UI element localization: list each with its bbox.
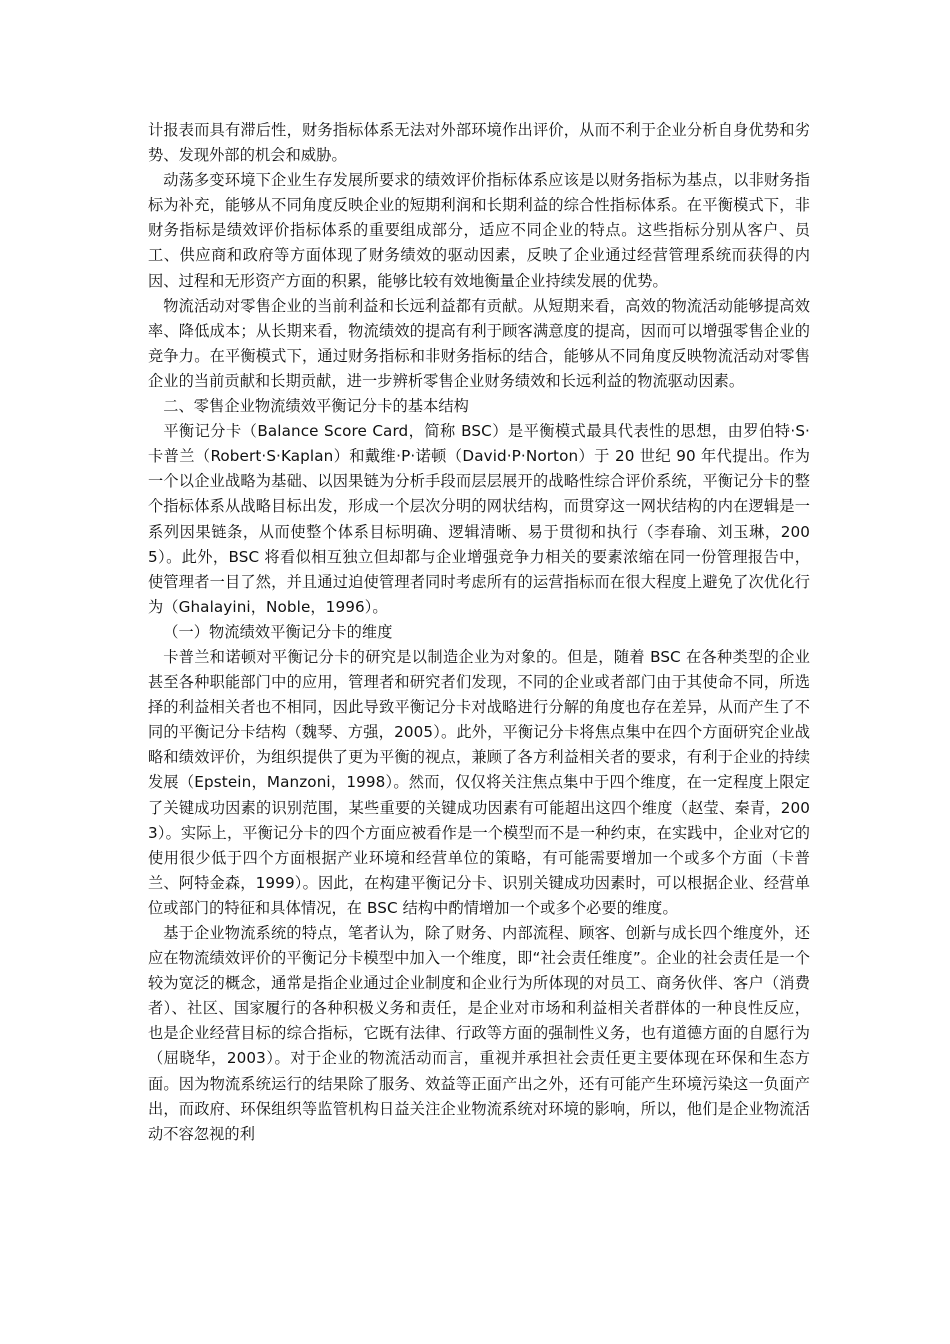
paragraph-evaluation-system: 动荡多变环境下企业生存发展所要求的绩效评价指标体系应该是以财务指标为基点，以非财务指标为补充，能够从不同角度反映企业的短期利润和长期利益的综合性指标体系。在平衡模式下，非财务指标是绩效评价指标体系的重要组成部分，适应不同企业的特点。这些指标分别从客户、员工、供应商和政府等方面体现了财务绩效的驱动因素，反映了企业通过经营管理系统而获得的内因、过程和无形资产方面的积累，能够比较有效地衡量企业持续发展的优势。 xyxy=(148,171,810,290)
subsection-heading-1: （一）物流绩效平衡记分卡的维度 xyxy=(163,622,393,641)
paragraph-continuation: 计报表而具有滞后性，财务指标体系无法对外部环境作出评价，从而不利于企业分析自身优势和劣势、发现外部的机会和威胁。 xyxy=(148,121,810,165)
document-page xyxy=(148,118,810,1147)
paragraph-social-responsibility: 基于企业物流系统的特点，笔者认为，除了财务、内部流程、顾客、创新与成长四个维度外，还应在物流绩效评价的平衡记分卡模型中加入一个维度，即“社会责任维度”。企业的社会责任是一个较为宽泛的概念，通常是指企业通过企业制度和企业行为所体现的对员工、商务伙伴、客户（消费者）、社区、国家履行的各种积极义务和责任，是企业对市场和利益相关者群体的一种良性反应，也是企业经营目标的综合指标，它既有法律、行政等方面的强制性义务，也有道德方面的自愿行为（屈晓华，2003）。对于企业的物流活动而言，重视并承担社会责任更主要体现在环保和生态方面。因为物流系统运行的结果除了服务、效益等正面产出之外，还有可能产生环境污染这一负面产出，而政府、环保组织等监管机构日益关注企业物流系统对环境的影响，所以，他们是企业物流活动不容忽视的利 xyxy=(148,924,810,1143)
paragraph-bsc-intro: 平衡记分卡（Balance Score Card，简称 BSC）是平衡模式最具代表性的思想，由罗伯特·S·卡普兰（Robert·S·Kaplan）和戴维·P·诺顿（David·P·Norton）于 20 世纪 90 年代提出。作为一个以企业战略为基础、以因果链为分析手段而层层展开的战略性综合评价系统，平衡记分卡的整个指标体系从战略目标出发，形成一个层次分明的网状结构，而贯穿这一网状结构的内在逻辑是一系列因果链条，从而使整个体系目标明确、逻辑清晰、易于贯彻和执行（李春瑜、刘玉琳，2005）。此外，BSC 将看似相互独立但却都与企业增强竞争力相关的要素浓缩在同一份管理报告中，使管理者一目了然，并且通过迫使管理者同时考虑所有的运营指标而在很大程度上避免了次优化行为（Ghalayini，Noble，1996）。 xyxy=(148,422,810,616)
paragraph-bsc-dimensions: 卡普兰和诺顿对平衡记分卡的研究是以制造企业为对象的。但是，随着 BSC 在各种类型的企业甚至各种职能部门中的应用，管理者和研究者们发现，不同的企业或者部门由于其使命不同，所选择的利益相关者也不相同，因此导致平衡记分卡对战略进行分解的角度也存在差异，从而产生了不同的平衡记分卡结构（魏琴、方强，2005）。此外，平衡记分卡将焦点集中在四个方面研究企业战略和绩效评价，为组织提供了更为平衡的视点，兼顾了各方利益相关者的要求，有利于企业的持续发展（Epstein，Manzoni，1998）。然而，仅仅将关注焦点集中于四个维度，在一定程度上限定了关键成功因素的识别范围，某些重要的关键成功因素有可能超出这四个维度（赵莹、秦青，2003）。实际上，平衡记分卡的四个方面应被看作是一个模型而不是一种约束，在实践中，企业对它的使用很少低于四个方面根据产业环境和经营单位的策略，有可能需要增加一个或多个方面（卡普兰、阿特金森，1999）。因此，在构建平衡记分卡、识别关键成功因素时，可以根据企业、经营单位或部门的特征和具体情况，在 BSC 结构中酌情增加一个或多个必要的维度。 xyxy=(148,647,810,917)
paragraph-logistics-contribution: 物流活动对零售企业的当前利益和长远利益都有贡献。从短期来看，高效的物流活动能够提高效率、降低成本；从长期来看，物流绩效的提高有利于顾客满意度的提高，因而可以增强零售企业的竞争力。在平衡模式下，通过财务指标和非财务指标的结合，能够从不同角度反映物流活动对零售企业的当前贡献和长期贡献，进一步辨析零售企业财务绩效和长远利益的物流驱动因素。 xyxy=(148,296,810,390)
section-heading-2: 二、零售企业物流绩效平衡记分卡的基本结构 xyxy=(163,397,469,416)
